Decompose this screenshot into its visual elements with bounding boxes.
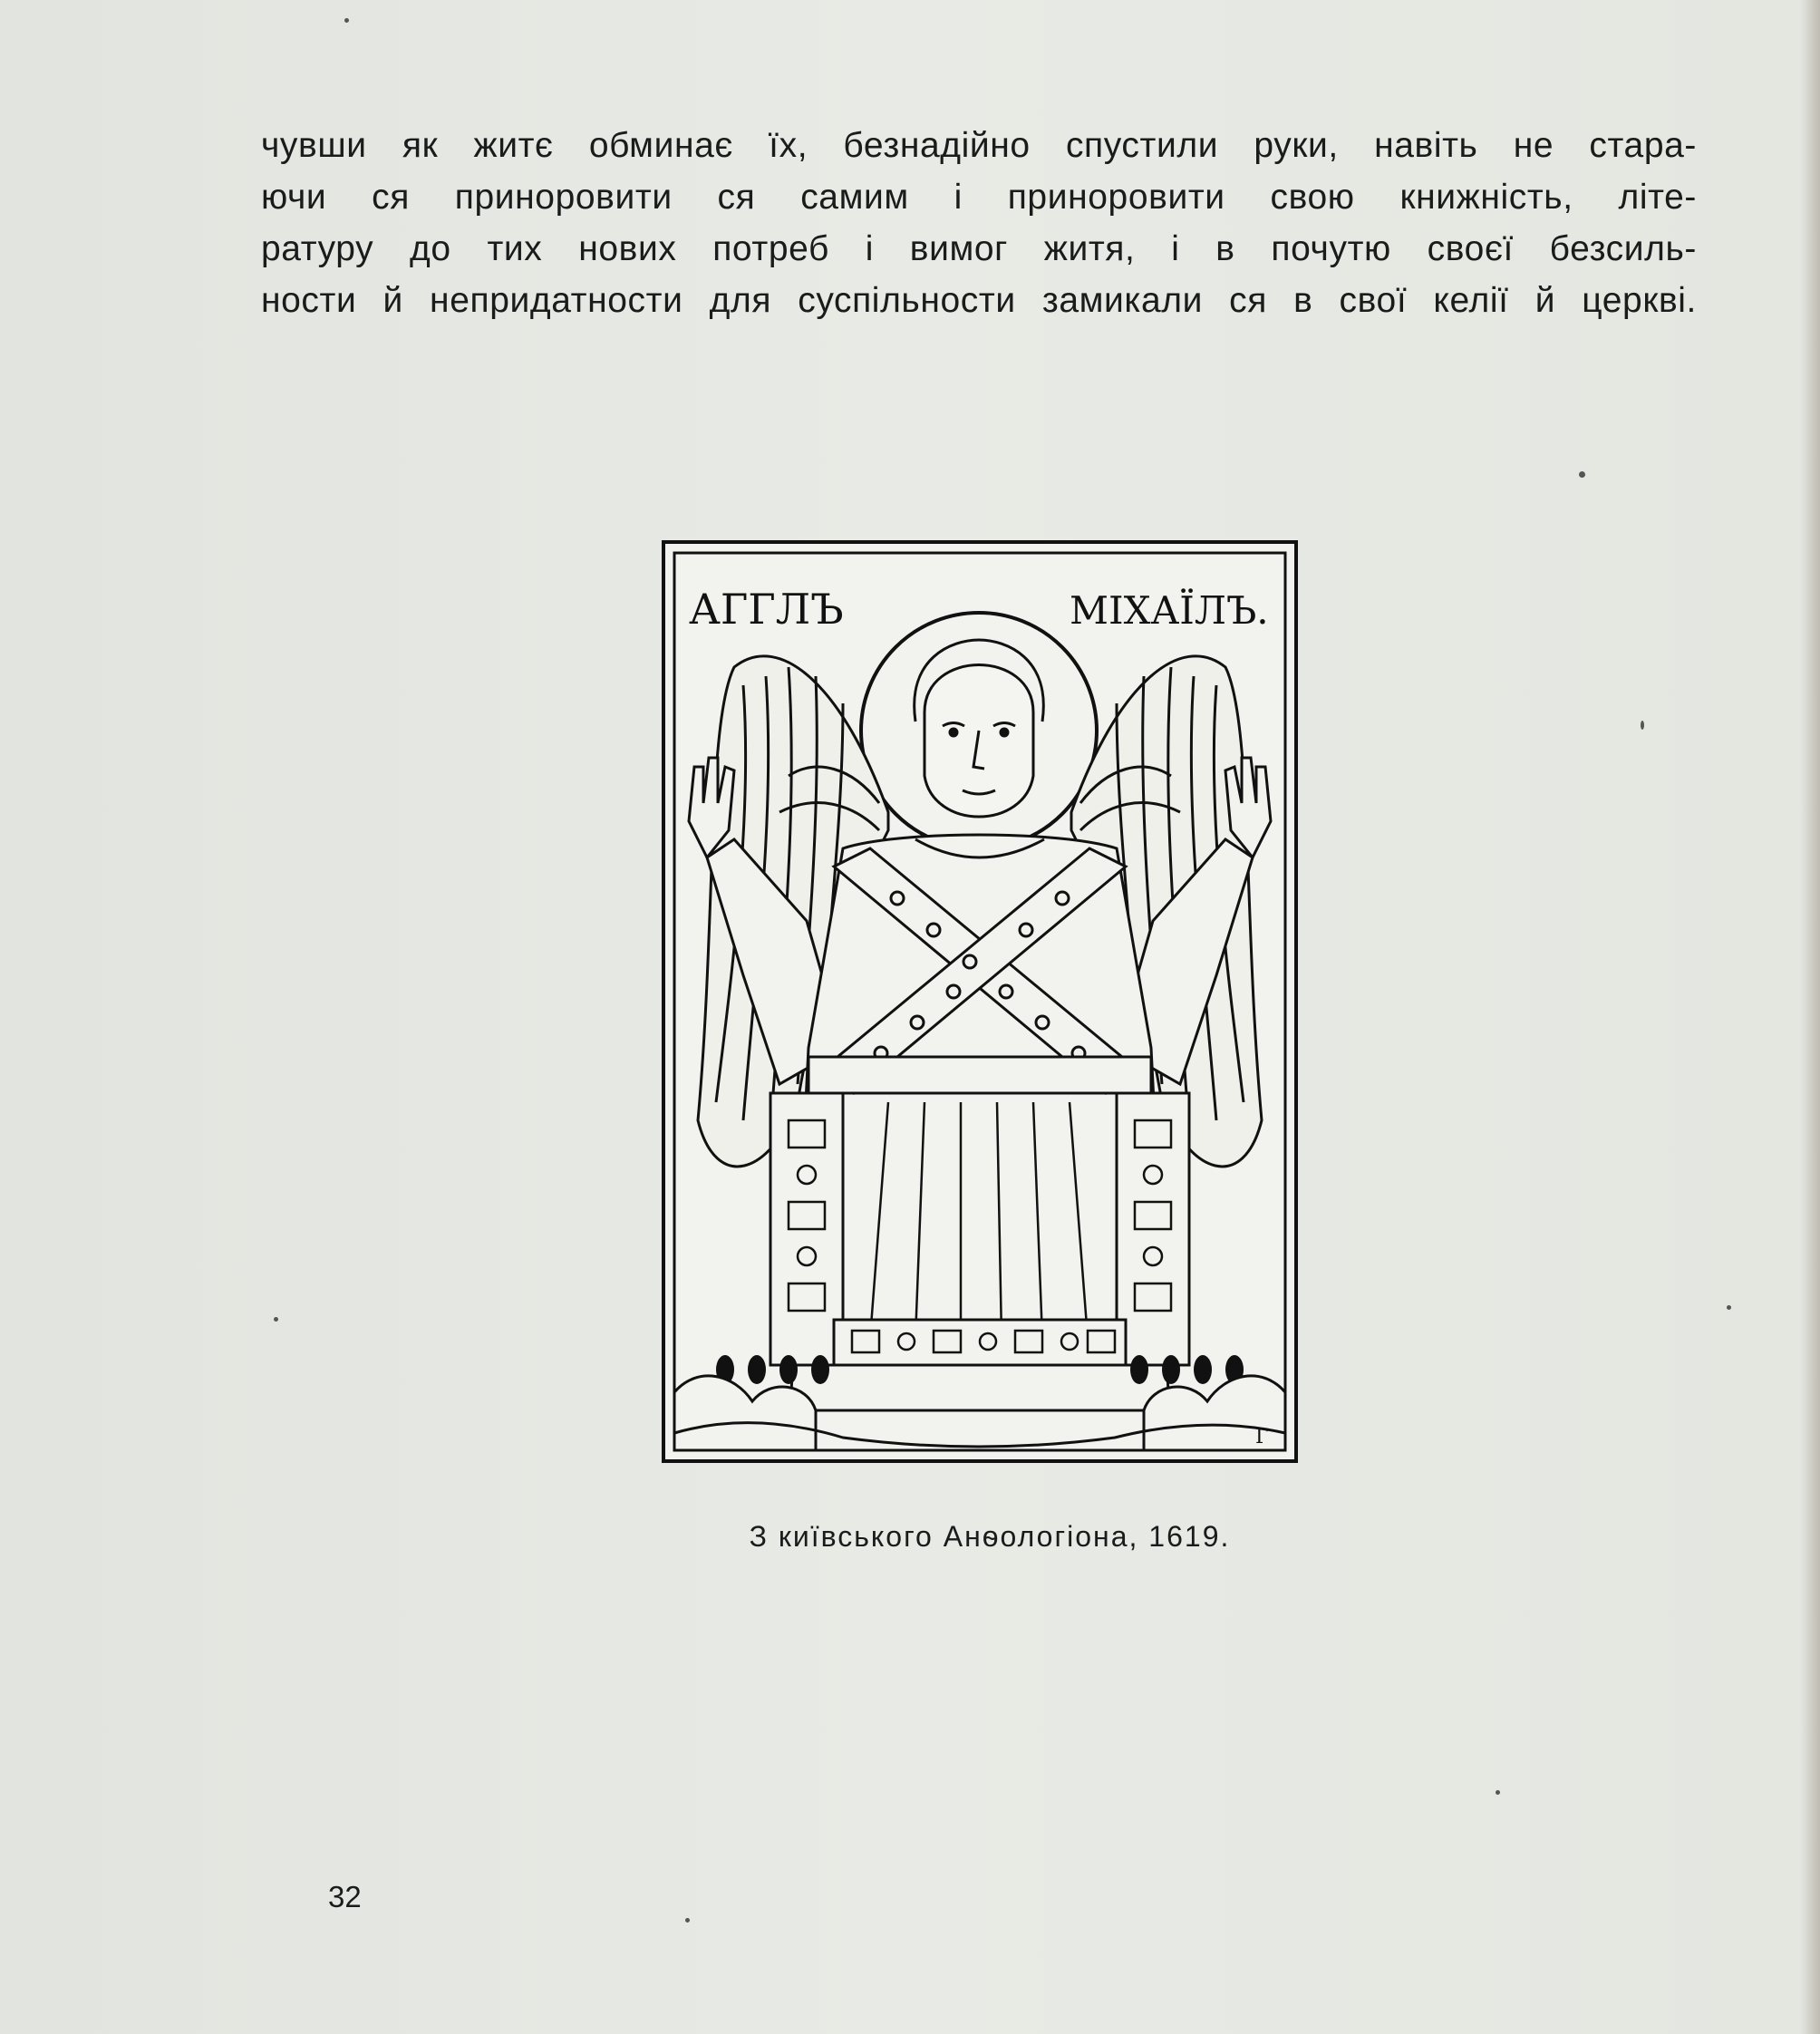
paper-speck <box>1579 471 1585 478</box>
page-number: 32 <box>328 1880 362 1913</box>
text-line-3-content: ратуру до тих нових потреб і вимог житя, і в почутю своєї безсиль- <box>261 229 1697 268</box>
inscription-left: АГГЛЪ <box>689 585 844 634</box>
text-line-2 <box>261 171 1697 223</box>
paper-speck <box>1496 1790 1500 1795</box>
paper-speck <box>274 1317 278 1322</box>
inscription-right: МІХАЇЛЪ. <box>1070 588 1269 633</box>
archangel-michael-woodcut <box>662 540 1298 1463</box>
woodcut-figure <box>662 540 1298 1463</box>
body-text <box>261 120 1697 326</box>
page-edge-shadow <box>1800 0 1820 2034</box>
figure-caption: З київського Анѳологіона, 1619. <box>749 1520 1231 1553</box>
text-line-1 <box>261 120 1697 171</box>
text-line-3 <box>261 223 1697 275</box>
paper-speck <box>1727 1305 1731 1310</box>
text-line-4 <box>261 275 1697 326</box>
text-line-4-content: ности й непридатности для суспільности замикали ся в свої келії й церкві. <box>261 281 1697 320</box>
text-line-2-content: ючи ся приноровити ся самим і приноровити свою книжність, літе- <box>261 178 1697 217</box>
paper-speck <box>685 1918 690 1923</box>
paper-speck <box>344 18 349 23</box>
text-line-1-content: чувши як житє обминає їх, безнадійно спустили руки, навіть не стара- <box>261 126 1697 165</box>
corner-mark: Г <box>1255 1426 1269 1448</box>
paper-speck <box>1641 721 1644 730</box>
